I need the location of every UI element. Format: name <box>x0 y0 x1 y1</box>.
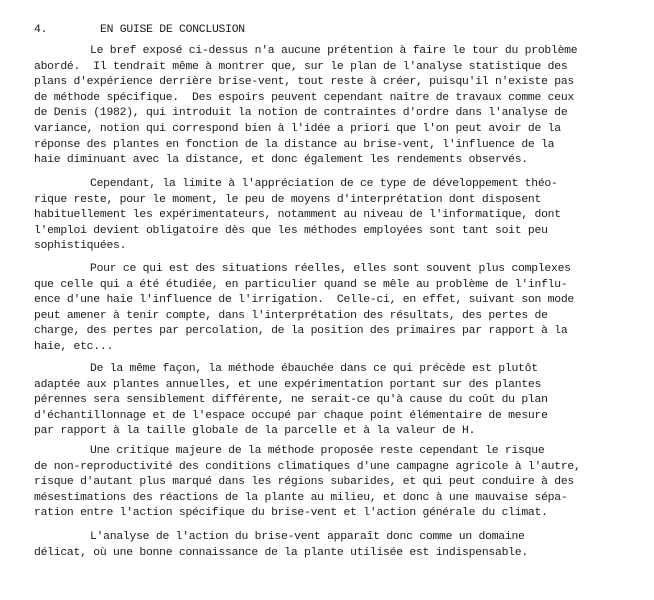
text-line: ration entre l'action spécifique du brise-vent et l'action générale du climat. <box>34 507 548 520</box>
paragraph-1 <box>34 44 624 169</box>
text-line: abordé. Il tendrait même à montrer que, sur le plan de l'analyse statistique des <box>34 60 568 73</box>
paragraph-5 <box>34 444 624 522</box>
text-line: Le bref exposé ci-dessus n'a aucune prétention à faire le tour du problème <box>90 45 578 57</box>
paragraph-4 <box>34 362 624 440</box>
text-line: adaptée aux plantes annuelles, et une expérimentation portant sur des plantes <box>34 378 542 391</box>
text-line: variance, notion qui correspond bien à l'idée a priori que l'on peut avoir de la <box>34 122 561 135</box>
text-line: rique reste, pour le moment, le peu de moyens d'interprétation dont disposent <box>34 193 542 206</box>
text-line: plans d'expérience derrière brise-vent, tout reste à créer, puisqu'il n'existe pas <box>34 76 575 89</box>
text-line: mésestimations des réactions de la plante au milieu, et donc à une mauvaise sépa- <box>34 491 568 504</box>
text-line: d'échantillonnage et de l'espace occupé par chaque point élémentaire de mesure <box>34 409 548 422</box>
section-title: EN GUISE DE CONCLUSION <box>100 24 245 36</box>
text-line: délicat, où une bonne connaissance de la plante utilisée est indispensable. <box>34 546 528 559</box>
text-line: réponse des plantes en fonction de la distance au brise-vent, l'influence de la <box>34 138 555 151</box>
text-line: par rapport à la taille globale de la parcelle et à la valeur de H. <box>34 425 476 438</box>
text-line: Pour ce qui est des situations réelles, elles sont souvent plus complexes <box>90 263 571 275</box>
text-line: ence d'une haie l'influence de l'irrigation. Celle-ci, en effet, suivant son mode <box>34 294 575 307</box>
text-line: charge, des pertes par percolation, de la position des primaires par rapport à la <box>34 325 568 338</box>
text-line: haie, etc... <box>34 340 114 353</box>
text-line: de Denis (1982), qui introduit la notion de contraintes d'ordre dans l'analyse de <box>34 107 568 120</box>
text-line: pérennes sera sensiblement différente, ne serait-ce qu'à cause du coût du plan <box>34 394 548 407</box>
section-number: 4. <box>34 24 48 36</box>
paragraph-6 <box>34 530 624 561</box>
text-line: L'analyse de l'action du brise-vent apparaît donc comme un domaine <box>90 531 525 543</box>
text-line: Cependant, la limite à l'appréciation de ce type de développement théo- <box>90 178 558 190</box>
text-line: de méthode spécifique. Des espoirs peuvent cependant naître de travaux comme ceux <box>34 91 575 104</box>
text-line: sophistiquées. <box>34 240 127 253</box>
text-line: peut amener à tenir compte, dans l'interprétation des résultats, des pertes de <box>34 309 548 322</box>
text-line: Une critique majeure de la méthode proposée reste cependant le risque <box>90 445 545 457</box>
text-line: risque d'autant plus marqué dans les régions subarides, et qui peut conduire à des <box>34 476 575 489</box>
paragraph-3 <box>34 262 624 356</box>
text-line: l'emploi devient obligatoire dès que les méthodes employées sont tant soit peu <box>34 224 548 237</box>
text-line: de non-reproductivité des conditions climatiques d'une campagne agricole à l'autre, <box>34 460 581 473</box>
section-heading <box>34 24 245 36</box>
paragraph-2 <box>34 177 624 255</box>
text-line: haie diminuant avec la distance, et donc également les rendements observés. <box>34 154 528 167</box>
text-line: que celle qui a été étudiée, en particulier quand se mêle au problème de l'influ- <box>34 278 568 291</box>
text-line: habituellement les expérimentateurs, notamment au niveau de l'informatique, dont <box>34 209 561 222</box>
text-line: De la même façon, la méthode ébauchée dans ce qui précède est plutôt <box>90 363 538 375</box>
